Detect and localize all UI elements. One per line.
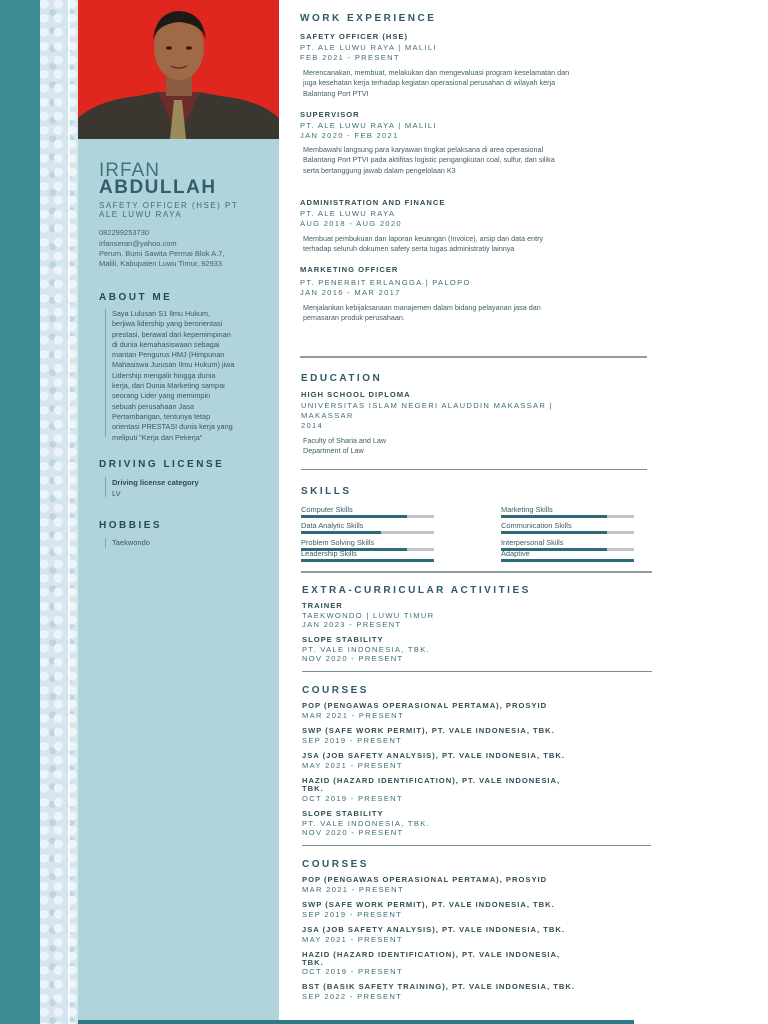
driving-license-label: Driving license category: [112, 478, 199, 487]
job-title-line: ALE LUWU RAYA: [99, 210, 183, 219]
education-degree: HIGH SCHOOL DIPLOMA: [301, 390, 411, 399]
desc-line: Membawahi langsung para karyawan tingkat pelaksana di area operasional: [303, 145, 544, 154]
course-date: NOV 2020 - PRESENT: [302, 828, 404, 837]
skill-level-track: [301, 531, 434, 534]
course-date: SEP 2019 - PRESENT: [302, 910, 403, 919]
about-line: sebuah perusahaan Jasa: [112, 401, 194, 411]
about-line: prestasi, berawal dari kepemimpinan: [112, 329, 231, 339]
course-title-cont: TBK.: [302, 958, 324, 967]
education-school: MAKASSAR: [301, 411, 354, 420]
skill-level-fill: [501, 559, 634, 562]
driving-license-value: LV: [112, 489, 121, 498]
course-date: OCT 2019 - PRESENT: [302, 967, 403, 976]
decorative-pattern-strip: [40, 0, 78, 1024]
course-title: POP (PENGAWAS OPERASIONAL PERTAMA), PROSYID: [302, 875, 548, 884]
education-heading: EDUCATION: [301, 373, 383, 384]
course-date: MAR 2021 - PRESENT: [302, 885, 404, 894]
job-description: [303, 303, 541, 324]
about-heading: ABOUT ME: [99, 292, 173, 303]
job-title: [99, 201, 269, 219]
about-line: Saya Lulusan S1 Ilmu Hukum,: [112, 309, 211, 318]
desc-line: juga kesehatan kerja terhadap kegiatan operasional perusahan di wilayah kerja: [303, 78, 556, 88]
course-title: SWP (SAFE WORK PERMIT), PT. VALE INDONESIA, TBK.: [302, 726, 555, 735]
hobbies-heading: HOBBIES: [99, 520, 163, 531]
skill-label: Problem Solving Skills: [301, 538, 375, 547]
course-title: SWP (SAFE WORK PERMIT), PT. VALE INDONESIA, TBK.: [302, 900, 555, 909]
job-role: SUPERVISOR: [300, 110, 360, 119]
about-line: orientasi PRESTASI dunia kerja yang: [112, 422, 233, 432]
about-line: Mahasiswa Jurusan Ilmu Hukum) jiwa: [112, 360, 235, 370]
skill-label: Communication Skills: [501, 521, 572, 530]
skill-label: Marketing Skills: [501, 505, 553, 514]
courses-heading: COURSES: [302, 685, 369, 696]
job-description: [303, 145, 555, 176]
bottom-accent-line: [78, 1020, 634, 1024]
course-date: SEP 2022 - PRESENT: [302, 992, 403, 1001]
skill-label: Data Analytic Skills: [301, 521, 364, 530]
course-date: SEP 2019 - PRESENT: [302, 736, 403, 745]
job-date: JAN 2020 - FEB 2021: [300, 131, 399, 140]
driving-accent-bar: [105, 477, 106, 497]
about-line: meliputi "Kerja dan Pekerja": [112, 432, 203, 442]
course-title: POP (PENGAWAS OPERASIONAL PERTAMA), PROSYID: [302, 701, 548, 710]
desc-line: terhadap seluruh dokumen safety serta tugas administratiy lainnya: [303, 244, 515, 254]
course-org: PT. VALE INDONESIA, TBK.: [302, 819, 430, 828]
about-line: kerja, dari Dunia Marketing sampai: [112, 381, 225, 391]
skill-label: Adaptive: [501, 549, 530, 558]
course-title: JSA (JOB SAFETY ANALYSIS), PT. VALE INDONESIA, TBK.: [302, 925, 565, 934]
phone-number: 082299253730: [99, 228, 150, 237]
education-department: Department of Law: [303, 446, 364, 455]
skill-level-track: [301, 515, 434, 518]
job-date: JAN 2016 - MAR 2017: [300, 288, 401, 297]
desc-line: Menjalankan kebijaksanaan manajemen dalam bidang pelayanan jasa dan: [303, 303, 541, 312]
skill-level-track: [501, 559, 634, 562]
activity-role: TRAINER: [302, 601, 343, 610]
courses-heading: COURSES: [302, 859, 369, 870]
course-title: SLOPE STABILITY: [302, 809, 384, 818]
section-divider: [302, 671, 652, 672]
desc-line: Balantang Port PTVI pada aktifitas logistic pengangkutan coal, sulfur, dan silika: [303, 155, 555, 165]
skill-label: Leadership Skills: [301, 549, 357, 558]
section-divider: [301, 571, 652, 573]
course-date: MAY 2021 - PRESENT: [302, 761, 403, 770]
skill-label: Interpersonal Skills: [501, 538, 564, 547]
pattern-divider: [68, 0, 70, 1024]
work-experience-heading: WORK EXPERIENCE: [300, 13, 437, 24]
course-date: MAR 2021 - PRESENT: [302, 711, 404, 720]
activity-date: JAN 2023 - PRESENT: [302, 620, 402, 629]
address-line: Perum. Bumi Sawita Permai Blok A.7,: [99, 249, 225, 258]
skills-heading: SKILLS: [301, 486, 352, 497]
desc-line: Balantang Port PTVI: [303, 88, 369, 98]
about-line: seorang Lider yang memimpin: [112, 391, 211, 401]
about-line: berjiwa lidership yang berorientasi: [112, 319, 223, 329]
desc-line: Merencanakan, membuat, melakukan dan mengevaluasi program keselamatan dan: [303, 68, 570, 77]
driving-license-heading: DRIVING LICENSE: [99, 459, 225, 470]
course-title: JSA (JOB SAFETY ANALYSIS), PT. VALE INDONESIA, TBK.: [302, 751, 565, 760]
job-description: [303, 234, 543, 255]
address-line: Malili, Kabupaten Luwu Timur, 92933: [99, 259, 222, 268]
job-role: ADMINISTRATION AND FINANCE: [300, 198, 446, 207]
job-date: FEB 2021 - PRESENT: [300, 53, 400, 62]
about-line: mantan Pengurus HMJ (Himpunan: [112, 350, 225, 360]
desc-line: serta bertanggung jawab dalam pengelolaan K3: [303, 165, 456, 175]
job-role: SAFETY OFFICER (HSE): [300, 32, 409, 41]
about-text: [112, 309, 264, 443]
left-edge-bar: [0, 0, 40, 1024]
skill-level-track: [301, 559, 434, 562]
skill-level-fill: [301, 515, 407, 518]
sidebar: [78, 0, 279, 1024]
section-divider: [300, 356, 647, 358]
job-role: MARKETING OFFICER: [300, 265, 399, 274]
course-date: MAY 2021 - PRESENT: [302, 935, 403, 944]
course-date: OCT 2019 - PRESENT: [302, 794, 403, 803]
job-org: PT. ALE LUWU RAYA: [300, 209, 396, 218]
activity-role: SLOPE STABILITY: [302, 635, 384, 644]
about-line: di dunia kemahasiswaan sebagai: [112, 339, 220, 349]
section-divider: [301, 469, 647, 470]
course-title: HAZID (HAZARD IDENTIFICATION), PT. VALE INDONESIA,: [302, 776, 561, 785]
about-accent-bar: [105, 309, 106, 437]
job-title-line: SAFETY OFFICER (HSE) PT: [99, 201, 239, 210]
about-line: Lidership mengalir hingga dunia: [112, 370, 216, 380]
activity-org: PT. VALE INDONESIA, TBK.: [302, 645, 430, 654]
skill-level-fill: [501, 531, 607, 534]
skill-level-track: [501, 515, 634, 518]
desc-line: Membuat pembukuan dan laporan keuangan (Invoice), arsip dan data entry: [303, 234, 544, 243]
skill-level-fill: [501, 515, 607, 518]
section-divider: [302, 845, 651, 846]
job-org: PT. ALE LUWU RAYA | MALILI: [300, 43, 437, 52]
right-margin: [653, 0, 768, 1024]
job-description: [303, 68, 569, 99]
skill-level-fill: [301, 531, 381, 534]
course-title: HAZID (HAZARD IDENTIFICATION), PT. VALE INDONESIA,: [302, 950, 561, 959]
education-faculty: Faculty of Sharia and Law: [303, 436, 387, 445]
course-title: BST (BASIK SAFETY TRAINING), PT. VALE INDONESIA, TBK.: [302, 982, 575, 991]
desc-line: pemasaran produk perusahaan.: [303, 313, 405, 323]
person-portrait-icon: [78, 0, 279, 139]
extra-curricular-heading: EXTRA-CURRICULAR ACTIVITIES: [302, 585, 531, 596]
email-address: irfanseran@yahoo.com: [99, 239, 177, 248]
education-school: UNIVERSITAS ISLAM NEGERI ALAUDDIN MAKASSAR |: [301, 401, 553, 410]
hobbies-accent-bar: [105, 538, 106, 548]
last-name: ABDULLAH: [99, 177, 217, 198]
job-date: AUG 2018 - AUG 2020: [300, 219, 402, 228]
skill-level-fill: [301, 559, 434, 562]
skill-label: Computer Skills: [301, 505, 353, 514]
activity-date: NOV 2020 - PRESENT: [302, 654, 404, 663]
skill-level-track: [501, 531, 634, 534]
profile-photo: [78, 0, 279, 139]
job-org: PT. ALE LUWU RAYA | MALILI: [300, 121, 437, 130]
job-org: PT. PENERBIT ERLANGGA | PALOPO: [300, 278, 471, 287]
about-line: Pertambangan, tentunya tetap: [112, 411, 211, 421]
course-title-cont: TBK.: [302, 784, 324, 793]
education-year: 2014: [301, 421, 324, 430]
hobby-item: Taekwondo: [112, 538, 150, 547]
activity-org: TAEKWONDO | LUWU TIMUR: [302, 611, 435, 620]
first-name: IRFAN: [99, 160, 160, 181]
